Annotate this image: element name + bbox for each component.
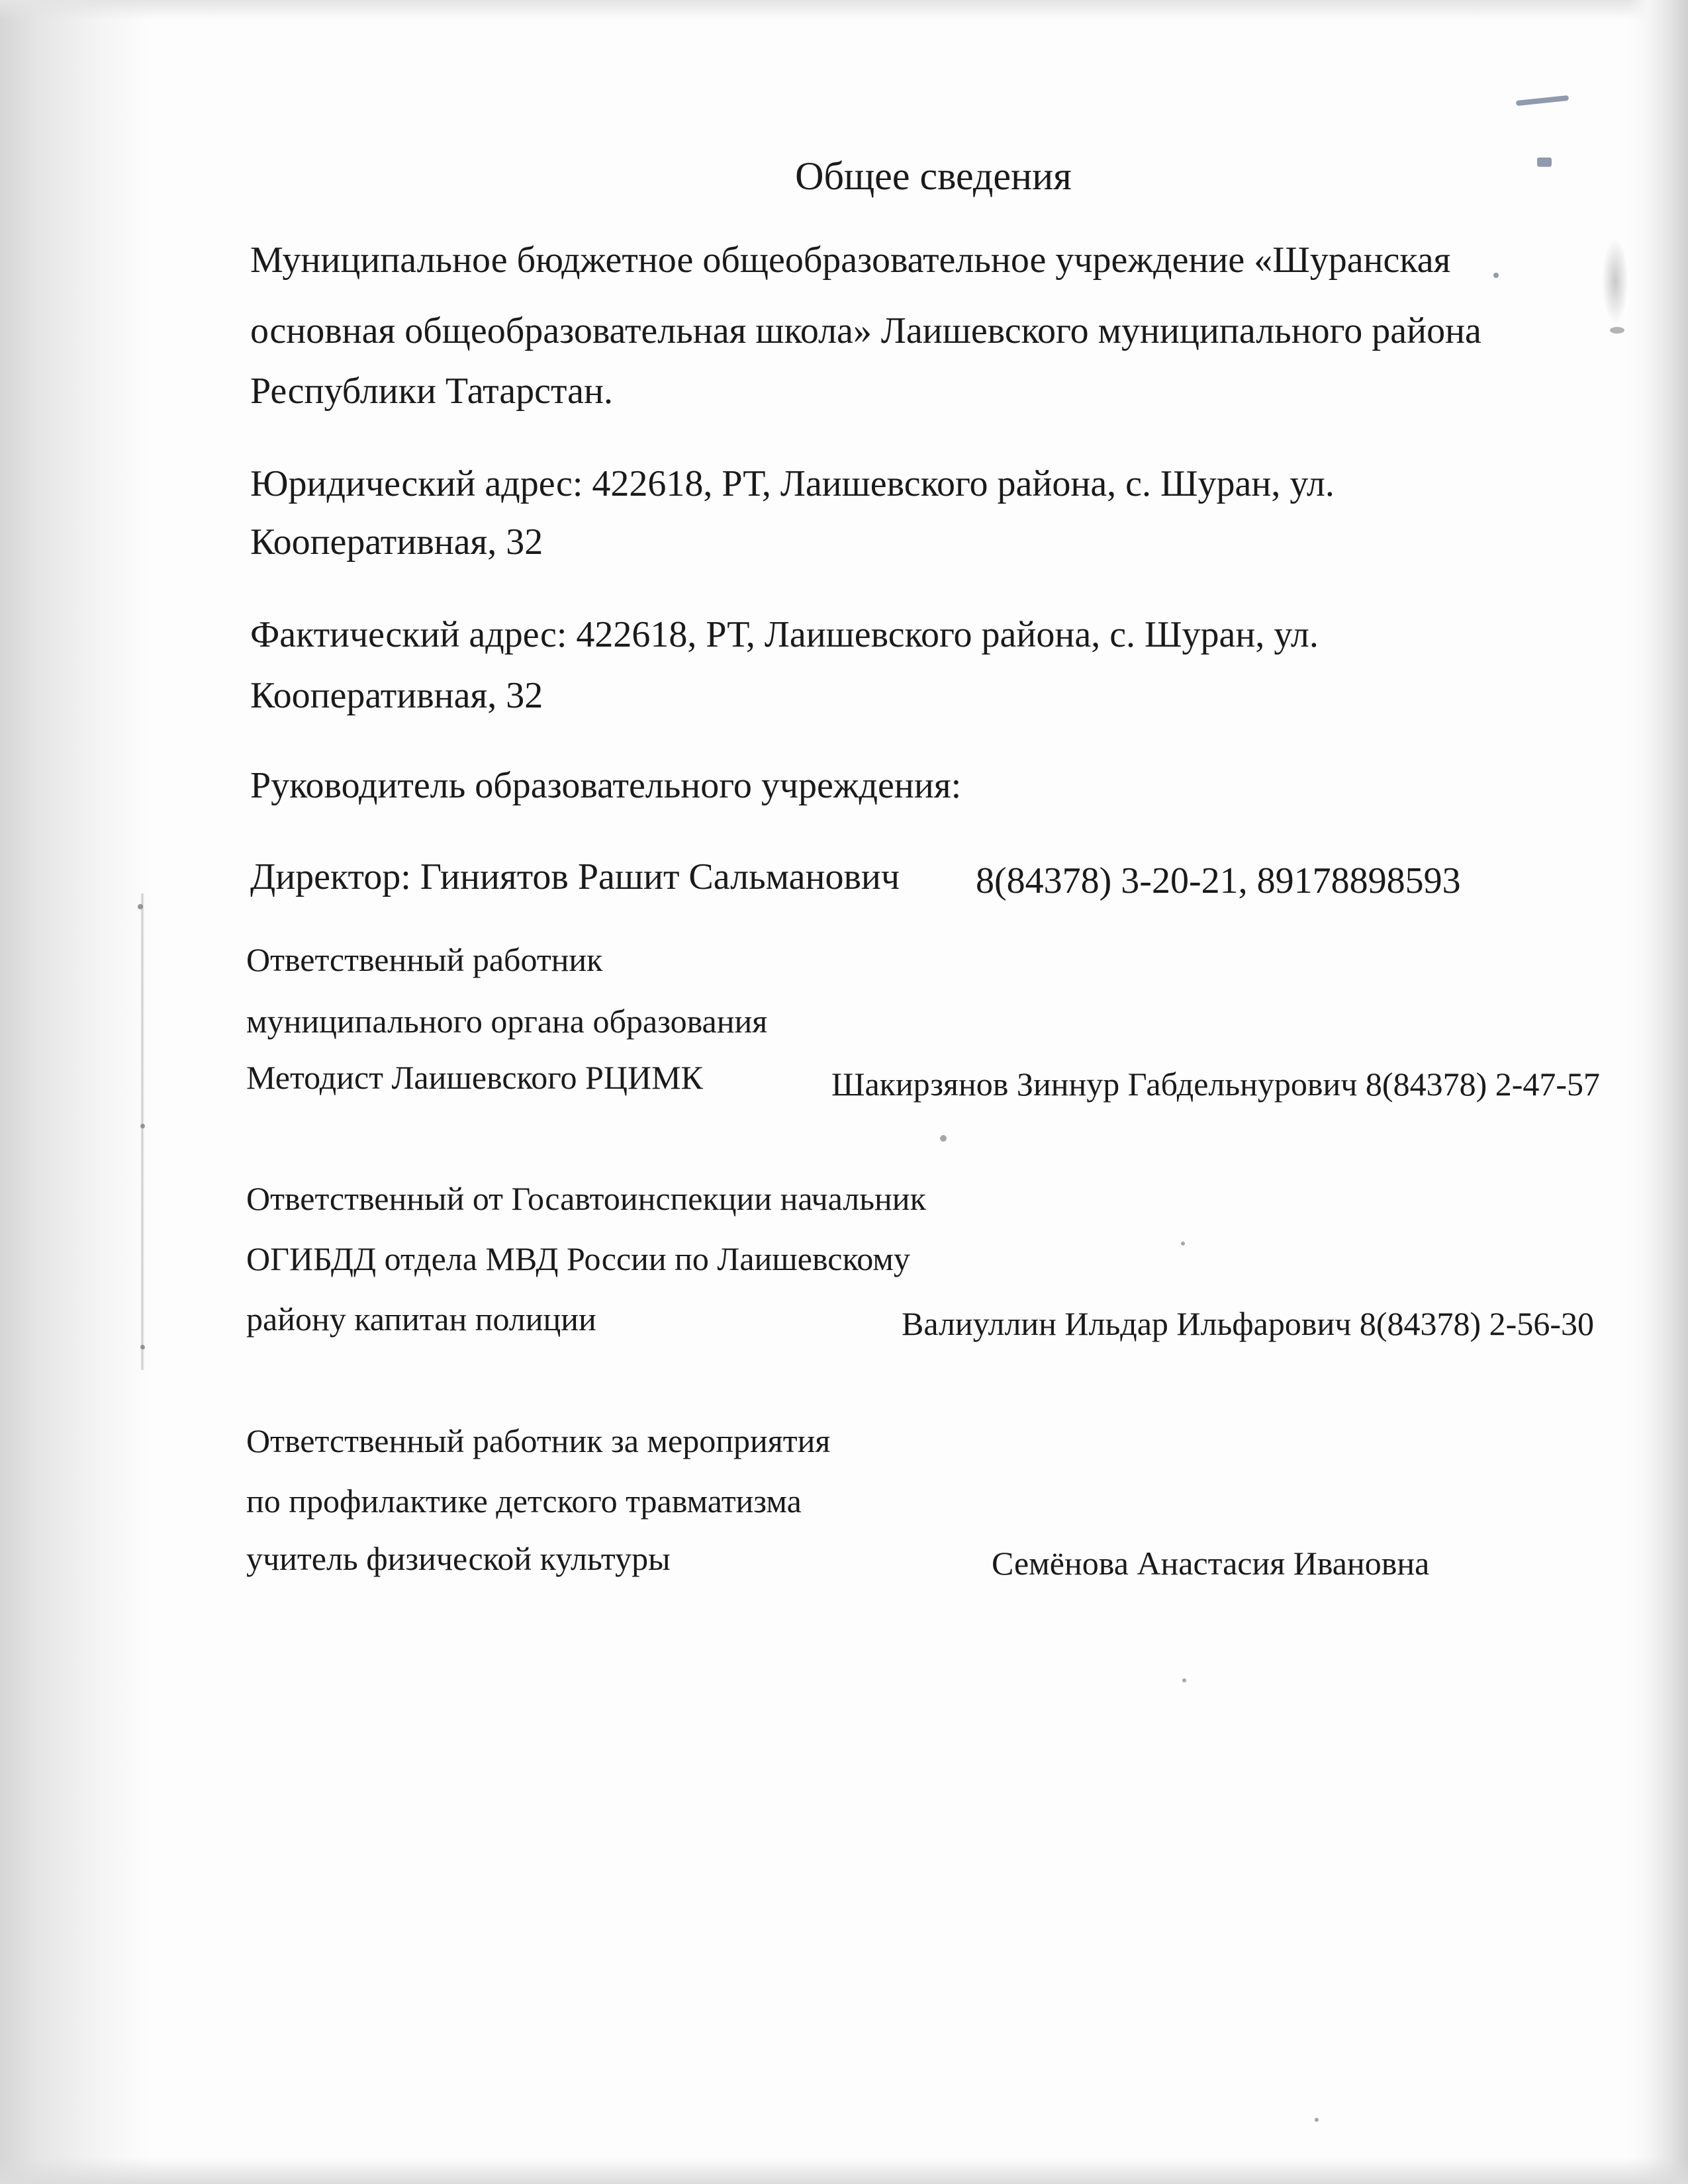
municipal-role-line-1: Ответственный работник [246, 941, 603, 978]
institution-line-1: Муниципальное бюджетное общеобразовательное учреждение «Шуранская [250, 240, 1451, 281]
scan-shadow-right [1628, 0, 1688, 2184]
institution-line-3: Республики Татарстан. [250, 371, 613, 412]
scan-speck [1493, 273, 1499, 278]
municipal-role-line-2: муниципального органа образования [246, 1003, 768, 1040]
scan-shadow-top [0, 0, 1688, 20]
director-name: Директор: Гиниятов Рашит Сальманович [250, 856, 900, 897]
scan-shadow-left [0, 0, 152, 2184]
injury-role-line-2: по профилактике детского травматизма [246, 1482, 802, 1520]
injury-role-line-1: Ответственный работник за мероприятия [246, 1422, 831, 1459]
head-heading: Руководитель образовательного учреждения: [250, 765, 962, 806]
institution-line-2: основная общеобразовательная школа» Лаишевского муниципального района [250, 310, 1481, 351]
injury-role-line-3: учитель физической культуры [246, 1540, 671, 1577]
scan-speck [1182, 1678, 1186, 1682]
actual-address-line-2: Кооперативная, 32 [250, 675, 543, 716]
actual-address-line-1: Фактический адрес: 422618, РТ, Лаишевского района, с. Шуран, ул. [250, 614, 1319, 655]
police-name-phone: Валиуллин Ильдар Ильфарович 8(84378) 2-56-30 [902, 1305, 1594, 1342]
scan-speck [140, 1124, 145, 1128]
scan-speck [1516, 95, 1569, 106]
police-role-line-3: району капитан полиции [246, 1300, 596, 1338]
scan-speck [1181, 1242, 1185, 1246]
scan-speck [940, 1135, 947, 1142]
director-phone: 8(84378) 3-20-21, 89178898593 [976, 860, 1461, 901]
fold-line [140, 893, 144, 1370]
injury-contact-name: Семёнова Анастасия Ивановна [992, 1545, 1430, 1582]
legal-address-line-1: Юридический адрес: 422618, РТ, Лаишевского района, с. Шуран, ул. [250, 463, 1335, 504]
police-role-line-1: Ответственный от Госавтоинспекции начальник [246, 1180, 926, 1217]
scan-speck [138, 904, 143, 909]
scan-speck [1315, 2118, 1319, 2122]
municipal-name-phone: Шакирзянов Зиннур Габдельнурович 8(84378) 2-47-57 [831, 1066, 1601, 1103]
police-role-line-2: ОГИБДД отдела МВД России по Лаишевскому [246, 1240, 910, 1277]
legal-address-line-2: Кооперативная, 32 [250, 522, 543, 563]
scan-speck [1610, 327, 1624, 334]
scan-speck [140, 1345, 145, 1349]
scan-blot [1602, 238, 1628, 324]
municipal-role-line-3: Методист Лаишевского РЦИМК [246, 1059, 703, 1096]
document-title: Общее сведения [795, 154, 1072, 198]
scan-shadow-bottom [0, 2158, 1688, 2184]
